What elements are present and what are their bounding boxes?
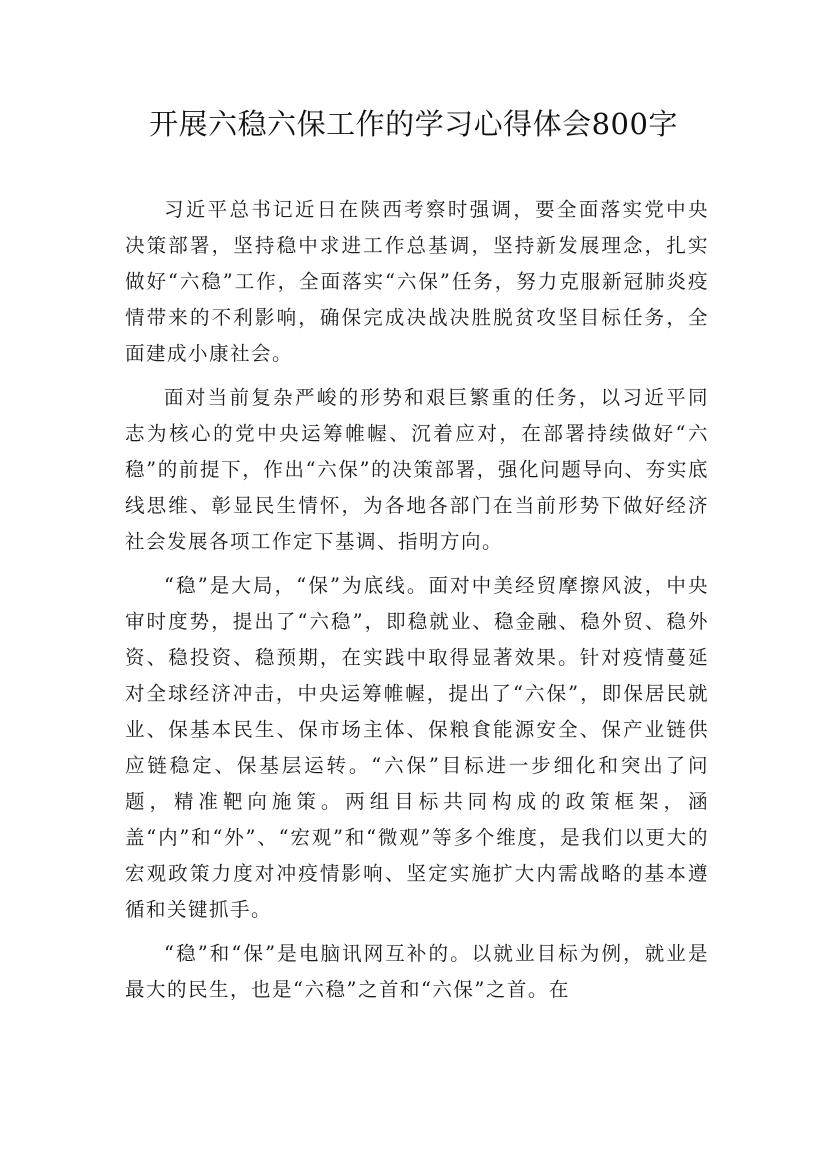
paragraph: 面对当前复杂严峻的形势和艰巨繁重的任务，以习近平同志为核心的党中央运筹帷幄、沉着应对，在部署持续做好“六稳”的前提下，作出“六保”的决策部署，强化问题导向、夯实底线思维、彰显民生情怀，为各地各部门在当前形势下做好经济社会发展各项工作定下基调、指明方向。 [125, 386, 709, 553]
paragraph: “稳”是大局，“保”为底线。面对中美经贸摩擦风波，中央审时度势，提出了“六稳”，即稳就业、稳金融、稳外贸、稳外资、稳投资、稳预期，在实践中取得显著效果。针对疫情蔓延对全球经济冲击，中央运筹帷幄，提出了“六保”，即保居民就业、保基本民生、保市场主体、保粮食能源安全、保产业链供应链稳定、保基层运转。“六保”目标进一步细化和突出了问题，精准靶向施策。两组目标共同构成的政策框架，涵盖“内”和“外”、“宏观”和“微观”等多个维度，是我们以更大的宏观政策力度对冲疫情影响、坚定实施扩大内需战略的基本遵循和关键抓手。 [125, 574, 709, 921]
document-title: 开展六稳六保工作的学习心得体会800字 [149, 107, 678, 141]
paragraph: 习近平总书记近日在陕西考察时强调，要全面落实党中央决策部署，坚持稳中求进工作总基调，坚持新发展理念，扎实做好“六稳”工作，全面落实“六保”任务，努力克服新冠肺炎疫情带来的不利影响，确保完成决战决胜脱贫攻坚目标任务，全面建成小康社会。 [125, 198, 709, 365]
document-body [125, 192, 709, 1016]
paragraph: “稳”和“保”是电脑讯网互补的。以就业目标为例，就业是最大的民生，也是“六稳”之首和“六保”之首。在 [125, 942, 709, 1001]
